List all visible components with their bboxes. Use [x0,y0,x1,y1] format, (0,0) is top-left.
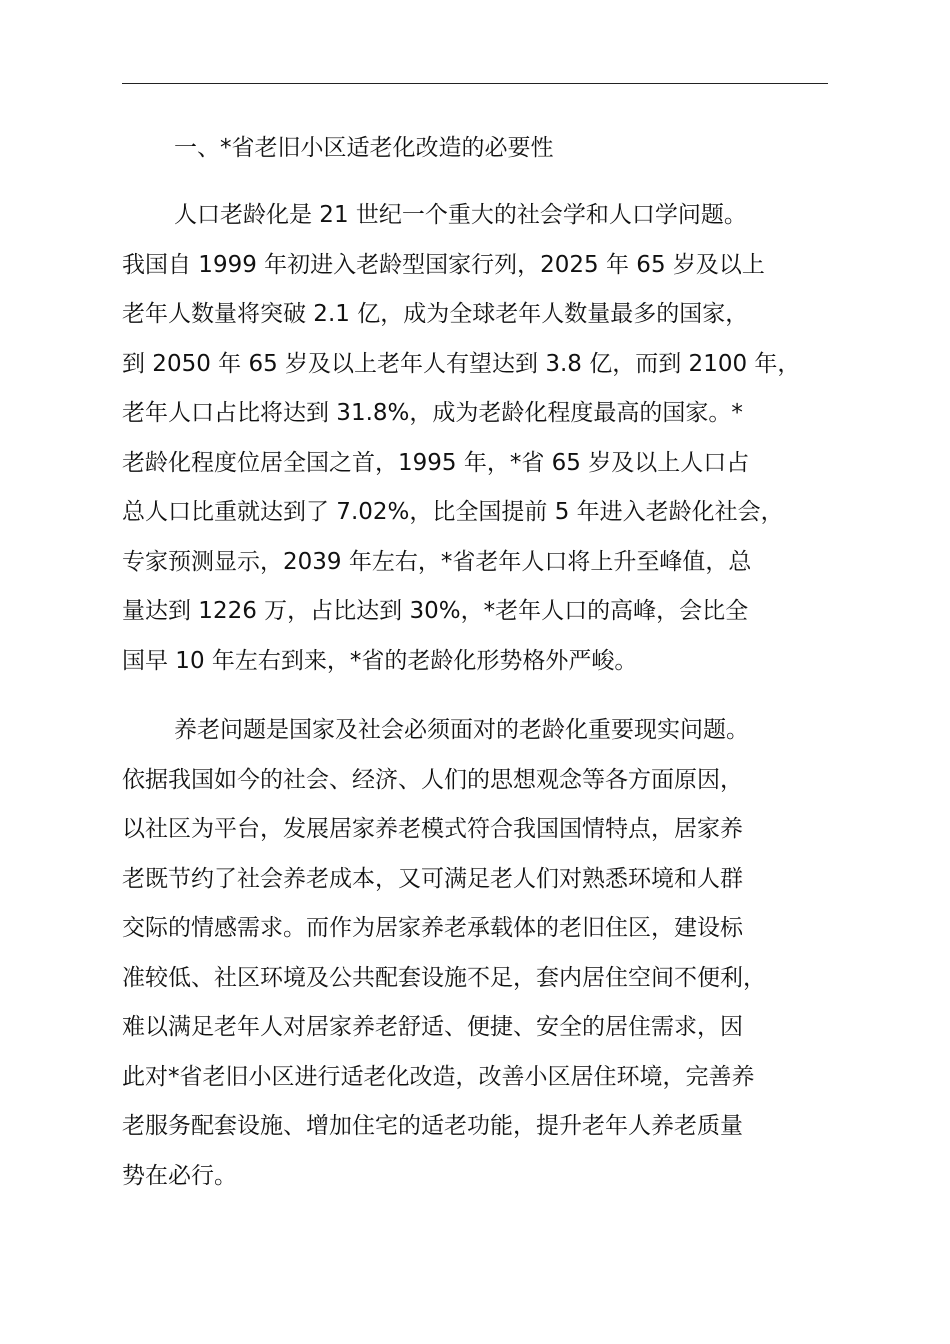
paragraph-line: 国早 10 年左右到来，*省的老龄化形势格外严峻。 [122,647,638,674]
paragraph-line: 交际的情感需求。而作为居家养老承载体的老旧住区，建设标 [122,915,743,941]
paragraph-line: 难以满足老年人对居家养老舒适、便捷、安全的居住需求，因 [122,1014,743,1040]
paragraph-line: 老既节约了社会养老成本，又可满足老人们对熟悉环境和人群 [122,865,743,892]
paragraph-line: 老龄化程度位居全国之首，1995 年，*省 65 岁及以上人口占 [122,449,750,476]
paragraph-line: 养老问题是国家及社会必须面对的老龄化重要现实问题。 [174,717,749,743]
paragraph-1 [122,191,862,686]
paragraph-line: 此对*省老旧小区进行适老化改造，改善小区居住环境，完善养 [122,1063,755,1090]
paragraph-line: 我国自 1999 年初进入老龄型国家行列，2025 年 65 岁及以上 [122,251,765,278]
paragraph-2 [122,706,862,1201]
paragraph-line: 老年人数量将突破 2.1 亿，成为全球老年人数量最多的国家， [122,301,749,327]
paragraph-line: 量达到 1226 万，占比达到 30%，*老年人口的高峰，会比全 [122,598,749,624]
paragraph-line: 依据我国如今的社会、经济、人们的思想观念等各方面原因， [122,766,743,793]
section-heading: 一、*省老旧小区适老化改造的必要性 [174,135,554,161]
paragraph-line: 专家预测显示，2039 年左右，*省老年人口将上升至峰值，总 [122,548,752,575]
paragraph-line: 势在必行。 [122,1162,237,1189]
paragraph-line: 老服务配套设施、增加住宅的适老功能，提升老年人养老质量 [122,1113,743,1139]
paragraph-line: 准较低、社区环境及公共配套设施不足，套内居住空间不便利， [122,964,766,991]
paragraph-line: 人口老龄化是 21 世纪一个重大的社会学和人口学问题。 [174,202,747,228]
paragraph-line: 到 2050 年 65 岁及以上老年人有望达到 3.8 亿，而到 2100 年， [122,350,801,377]
header-rule [122,83,828,84]
paragraph-line: 老年人口占比将达到 31.8%，成为老龄化程度最高的国家。* [122,400,743,426]
paragraph-line: 总人口比重就达到了 7.02%，比全国提前 5 年进入老龄化社会， [122,499,784,525]
paragraph-line: 以社区为平台，发展居家养老模式符合我国国情特点，居家养 [122,816,743,842]
